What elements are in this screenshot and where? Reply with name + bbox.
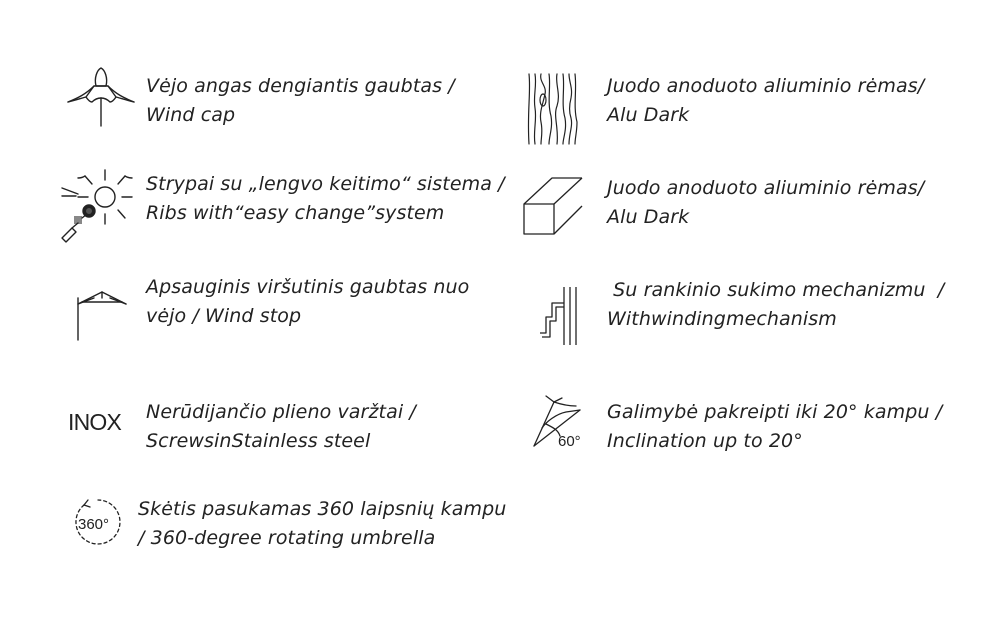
feature-line-1: Juodo anoduoto aliuminio rėmas/ [607,177,925,199]
inox-icon: INOX [68,409,122,435]
feature-line-1: Strypai su „lengvo keitimo“ sistema / [146,173,505,195]
wind-stop-icon [74,288,130,344]
feature-wood-text [607,72,924,130]
feature-wind-cap-text [146,72,455,130]
wind-cap-icon [64,64,138,130]
feature-tilt-text [607,398,942,456]
feature-ribs-text [146,170,505,228]
feature-line-2: Alu Dark [607,104,690,126]
feature-line-1: Galimybė pakreipti iki 20° kampu / [607,401,943,423]
feature-winding-text [607,276,944,334]
rotate-360-icon [72,496,124,548]
winding-mechanism-icon [538,285,582,347]
feature-inox-text [146,398,416,456]
feature-line-1: Juodo anoduoto aliuminio rėmas/ [607,75,925,97]
feature-line-1: Apsauginis viršutinis gaubtas nuo [146,276,470,298]
square-profile-icon [522,176,584,238]
feature-rotate-text [138,495,506,553]
tilt-60-label: 60° [558,433,581,450]
feature-line-1: Skėtis pasukamas 360 laipsnių kampu [138,498,507,520]
feature-line-2: vėjo / Wind stop [146,305,302,327]
wood-grain-icon [527,72,579,146]
feature-square-text [607,174,924,232]
feature-line-2: Alu Dark [607,206,690,228]
feature-line-1: Su rankinio sukimo mechanizmu / [607,279,945,301]
feature-line-2: Ribs with“easy change”system [146,202,445,224]
feature-line-1: Nerūdijančio plieno varžtai / [146,401,416,423]
feature-line-2: Withwindingmechanism [607,308,837,330]
feature-line-2: / 360-degree rotating umbrella [138,527,436,549]
feature-line-2: ScrewsinStainless steel [146,430,371,452]
feature-line-2: Inclination up to 20° [607,430,803,452]
feature-wind-stop-text [146,273,469,331]
feature-line-2: Wind cap [146,104,236,126]
feature-line-1: Vėjo angas dengiantis gaubtas / [146,75,455,97]
tilt-60-icon [532,394,588,452]
ribs-easy-change-icon [58,166,138,242]
rotate-360-label: 360° [78,516,110,533]
